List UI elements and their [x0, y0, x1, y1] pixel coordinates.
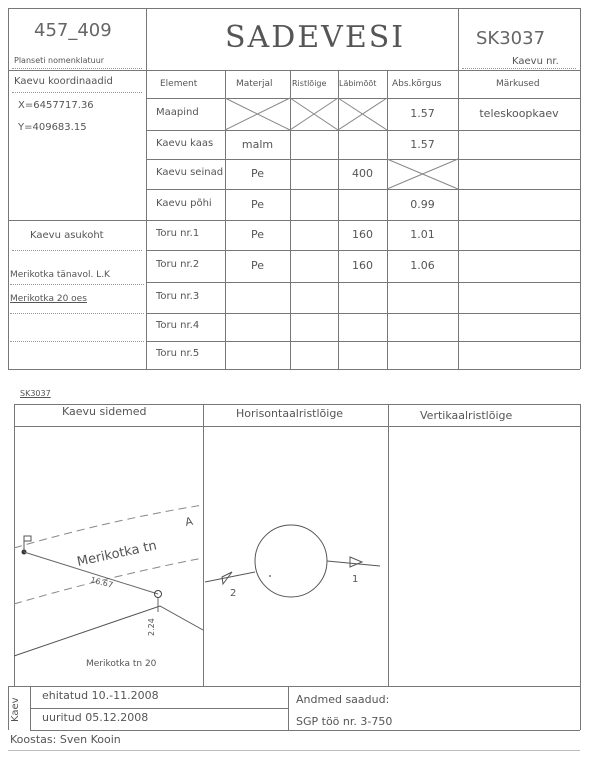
cell-element: Toru nr.2	[156, 259, 200, 270]
col-section: Ristlõige	[292, 79, 327, 88]
flag-icon	[24, 536, 31, 541]
document-title: SADEVESI	[225, 20, 406, 55]
cell-diameter: 160	[352, 259, 373, 272]
plan-number: 457_409	[34, 20, 112, 41]
cell-diameter: 400	[352, 167, 373, 180]
coord-y: Y=409683.15	[18, 122, 87, 133]
cell-element: Toru nr.3	[156, 291, 200, 302]
property-border	[14, 606, 203, 656]
cell-element: Kaevu kaas	[156, 138, 214, 149]
built-date: ehitatud 10.-11.2008	[42, 689, 159, 702]
plan-caption: Planseti nomenklatuur	[14, 56, 105, 65]
col-vertical: Vertikaalristlõige	[420, 409, 513, 422]
well-id: SK3037	[476, 28, 546, 49]
cell-material: Pe	[250, 167, 264, 180]
col-diameter: Läbimõõt	[339, 79, 377, 88]
drawing-tag: SK3037	[20, 389, 51, 398]
measured-date: uuritud 05.12.2008	[42, 711, 149, 724]
pipe-1-label: 1	[352, 574, 359, 585]
cell-element: Toru nr.5	[156, 348, 200, 359]
col-links: Kaevu sidemed	[62, 405, 147, 418]
cell-material: Pe	[250, 228, 264, 241]
cell-material: Pe	[250, 259, 264, 272]
well-section-circle	[255, 525, 327, 597]
cell-elevation: 1.06	[410, 259, 435, 272]
address-label: Merikotka tn 20	[86, 659, 157, 669]
street-label: Merikotka tn	[75, 538, 159, 570]
dist1-label: 16.67	[89, 575, 114, 590]
location-heading: Kaevu asukoht	[30, 230, 104, 241]
author: Koostas: Sven Kooin	[10, 733, 121, 746]
dist2-label: 2.24	[147, 618, 156, 636]
cell-element: Maapind	[156, 107, 199, 118]
cell-element: Toru nr.4	[156, 320, 200, 331]
well-centre-mark	[269, 575, 271, 577]
source-value: SGP töö nr. 3-750	[296, 715, 393, 728]
col-notes: Märkused	[496, 79, 540, 89]
location-line1: Merikotka tänavol. L.K	[10, 270, 110, 280]
cell-element: Toru nr.1	[156, 228, 200, 239]
cell-note: teleskoopkaev	[479, 107, 559, 120]
cell-elevation: 1.57	[410, 138, 435, 151]
cell-diameter: 160	[352, 228, 373, 241]
cell-material: malm	[241, 138, 274, 151]
street-mark: A	[183, 514, 194, 529]
col-element: Element	[160, 79, 198, 89]
cell-element: Kaevu seinad	[156, 167, 224, 178]
col-elevation: Abs.kõrgus	[392, 79, 442, 89]
source-label: Andmed saadud:	[296, 693, 390, 706]
pipe-1-arrow	[350, 557, 362, 567]
coord-x: X=6457717.36	[18, 100, 94, 111]
col-horizontal: Horisontaalristlõige	[236, 407, 344, 420]
col-material: Materjal	[236, 79, 273, 89]
cell-material: Pe	[250, 198, 264, 211]
cell-elevation: 0.99	[410, 198, 435, 211]
street-edge-top	[14, 505, 203, 548]
well-caption: Kaevu nr.	[512, 56, 559, 67]
cell-elevation: 1.01	[410, 228, 435, 241]
coords-heading: Kaevu koordinaadid	[14, 76, 113, 87]
pipe-2-label: 2	[230, 588, 237, 599]
footer-side-label: Kaev	[10, 697, 21, 722]
cell-elevation: 1.57	[410, 107, 435, 120]
cell-element: Kaevu põhi	[156, 198, 212, 209]
location-line2: Merikotka 20 oes	[10, 294, 87, 304]
